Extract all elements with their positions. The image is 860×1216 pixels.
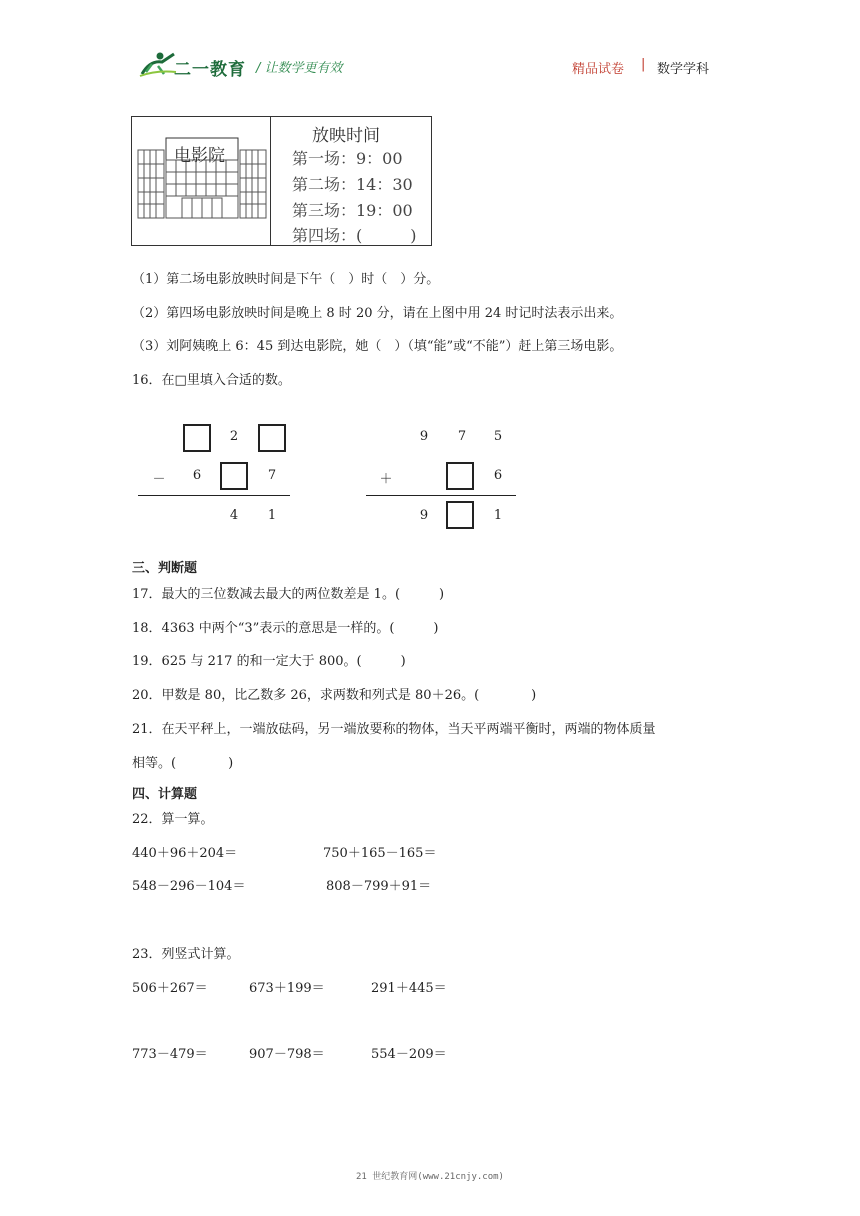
cinema-sign: 电影院	[174, 146, 225, 166]
q23-title: 23．列竖式计算。	[132, 947, 240, 962]
tag-subject: 数学学科	[657, 62, 710, 77]
q15-part1: （1）第二场电影放映时间是下午（ ）时（ ）分。	[132, 272, 440, 287]
digit: 4	[229, 508, 239, 523]
q23-expr-2: 673＋199＝	[249, 981, 325, 996]
digit: 6	[192, 468, 202, 483]
section-title-calc: 四、计算题	[132, 787, 198, 802]
schedule-show-3: 第三场：19：00	[292, 201, 413, 220]
answer-box[interactable]	[258, 424, 286, 452]
schedule-title: 放映时间	[312, 126, 380, 146]
digit: 2	[229, 429, 239, 444]
q23-expr-5: 907－798＝	[249, 1047, 325, 1062]
schedule-show-2: 第二场：14：30	[292, 175, 413, 194]
section-title-judge: 三、判断题	[132, 561, 198, 576]
q15-part3: （3）刘阿姨晚上 6：45 到达电影院，她（ ）（填“能”或“不能”）赶上第三场电影。	[132, 339, 623, 354]
answer-box[interactable]	[446, 501, 474, 529]
minus-sign: －	[152, 472, 166, 487]
figure-divider	[270, 116, 271, 246]
q22-expr-3: 548－296－104＝	[132, 879, 246, 894]
q23-expr-4: 773－479＝	[132, 1047, 208, 1062]
plus-sign: ＋	[379, 472, 393, 487]
judge-item-20: 20．甲数是 80，比乙数多 26，求两数和列式是 80＋26。( )	[132, 688, 537, 703]
q22-expr-4: 808－799＋91＝	[326, 879, 432, 894]
q15-part2: （2）第四场电影放映时间是晚上 8 时 20 分，请在上图中用 24 时记时法表示出来。	[132, 306, 623, 321]
digit: 9	[419, 429, 429, 444]
digit: 9	[419, 508, 429, 523]
schedule-show-1: 第一场：9：00	[292, 149, 403, 168]
q23-expr-1: 506＋267＝	[132, 981, 208, 996]
sum-line	[366, 495, 516, 496]
answer-box[interactable]	[220, 462, 248, 490]
judge-item-21: 21．在天平秤上，一端放砝码，另一端放要称的物体，当天平两端平衡时，两端的物体质量	[132, 722, 656, 737]
schedule-show-4: 第四场：( )	[292, 226, 417, 245]
sum-line	[138, 495, 290, 496]
digit: 7	[457, 429, 467, 444]
digit: 1	[267, 508, 277, 523]
judge-item-18: 18．4363 中两个“3”表示的意思是一样的。( )	[132, 621, 439, 636]
judge-item-17: 17．最大的三位数减去最大的两位数差是 1。( )	[132, 587, 445, 602]
q23-expr-3: 291＋445＝	[371, 981, 447, 996]
slogan: / 让数学更有效	[256, 61, 343, 76]
q22-title: 22．算一算。	[132, 812, 214, 827]
digit: 7	[267, 468, 277, 483]
q23-expr-6: 554－209＝	[371, 1047, 447, 1062]
judge-item-21-cont: 相等。( )	[132, 756, 234, 771]
runner-logo-icon	[138, 50, 178, 78]
q22-expr-1: 440＋96＋204＝	[132, 846, 238, 861]
answer-box[interactable]	[446, 462, 474, 490]
q16-text: 16．在□里填入合适的数。	[132, 373, 291, 388]
q22-expr-2: 750＋165－165＝	[323, 846, 437, 861]
page-footer: 21 世纪教育网(www.21cnjy.com)	[356, 1172, 504, 1182]
header-separator: |	[641, 57, 646, 72]
judge-item-19: 19．625 与 217 的和一定大于 800。( )	[132, 654, 406, 669]
answer-box[interactable]	[183, 424, 211, 452]
digit: 5	[493, 429, 503, 444]
digit: 6	[493, 468, 503, 483]
logo-text: 二一教育	[174, 60, 246, 80]
tag-premium: 精品试卷	[572, 62, 625, 77]
digit: 1	[493, 508, 503, 523]
